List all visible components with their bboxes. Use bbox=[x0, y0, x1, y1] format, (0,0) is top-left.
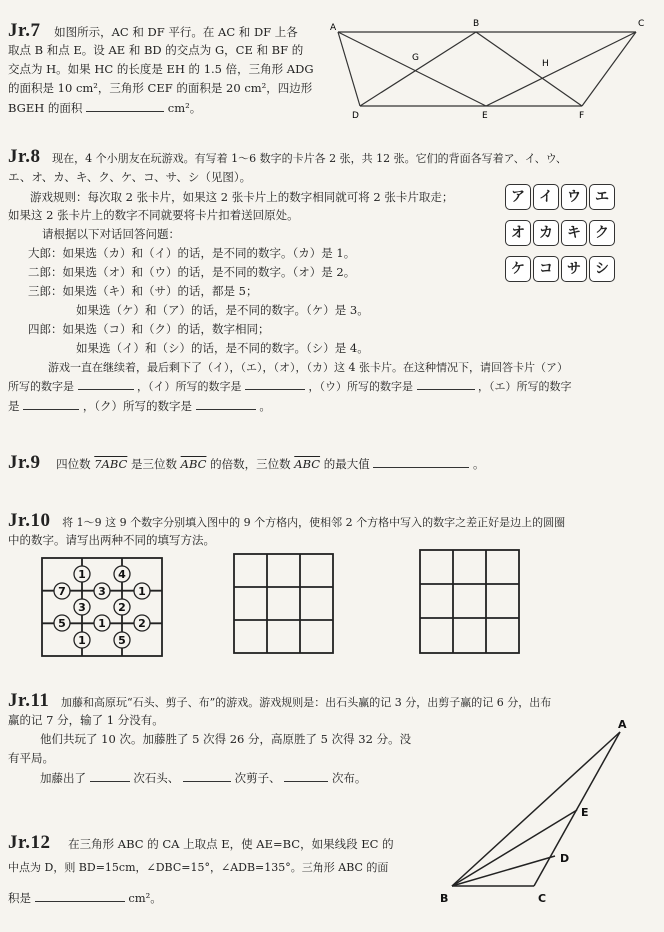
problem-text: 交点为 H。如果 HC 的长度是 EH 的 1.5 倍，三角形 ADG bbox=[8, 62, 314, 76]
card-ko: コ bbox=[533, 256, 559, 282]
dialogue-line: 四郎：如果选（コ）和（ク）的话，数字相同； bbox=[28, 322, 270, 336]
card-grid bbox=[505, 184, 615, 282]
point-label: B bbox=[473, 19, 480, 29]
point-label: F bbox=[579, 111, 585, 121]
problem-label: Jr.12 bbox=[8, 832, 51, 853]
problem-text: 如图所示，AC 和 DF 平行。在 AC 和 DF 上各 bbox=[54, 25, 298, 39]
answer-blank[interactable] bbox=[35, 889, 125, 902]
difference-circle: 3 bbox=[78, 601, 86, 614]
card-ki: キ bbox=[561, 220, 587, 246]
answer-blank[interactable] bbox=[284, 769, 328, 782]
answer-blank[interactable] bbox=[183, 769, 231, 782]
problem-text: 的倍数，三位数 bbox=[210, 457, 291, 471]
problem-text: エ、オ、カ、キ、ク、ケ、コ、サ、シ（见图）。 bbox=[8, 170, 252, 184]
problem-text: 取点 B 和点 E。设 AE 和 BD 的交点为 G，CE 和 BF 的 bbox=[8, 43, 304, 57]
problem-label: Jr.11 bbox=[8, 690, 50, 711]
problem-text: 次剪子、 bbox=[234, 771, 281, 785]
jr7-figure bbox=[326, 14, 660, 126]
card-shi: シ bbox=[589, 256, 615, 282]
problem-text: 游戏一直在继续着，最后剩下了（イ），（エ），（オ），（カ）这 4 张卡片。在这种情况下，请回答卡片（ア） bbox=[48, 361, 568, 374]
number-abc: $\overline{ABC}$ bbox=[294, 457, 321, 471]
point-label: D bbox=[560, 852, 570, 865]
problem-text: 加藤出了 bbox=[40, 771, 86, 785]
answer-blank[interactable] bbox=[196, 397, 256, 410]
answer-blank[interactable] bbox=[245, 377, 305, 390]
answer-blank[interactable] bbox=[417, 377, 475, 390]
answer-blank[interactable] bbox=[86, 99, 164, 112]
card-ke: ケ bbox=[505, 256, 531, 282]
answer-blank[interactable] bbox=[23, 397, 79, 410]
problem-text: ，（ウ）所写的数字是 bbox=[308, 380, 413, 393]
problem-jr9 bbox=[8, 446, 485, 479]
point-label: C bbox=[538, 892, 547, 905]
difference-circle: 1 bbox=[78, 634, 86, 647]
problem-text: ，（ク）所写的数字是 bbox=[82, 399, 193, 413]
dialogue-line: 大郎：如果选（カ）和（イ）的话，是不同的数字。（カ）是 1。 bbox=[28, 246, 356, 260]
dialogue-line: 如果选（イ）和（シ）的话，是不同的数字。（シ）是 4。 bbox=[76, 341, 369, 355]
dialogue-line: 如果选（ケ）和（ア）的话，是不同的数字。（ケ）是 3。 bbox=[76, 303, 369, 317]
problem-text: 他们共玩了 10 次。加藤胜了 5 次得 26 分，高原胜了 5 次得 32 分。没 bbox=[40, 732, 412, 746]
difference-circle: 2 bbox=[118, 601, 126, 614]
problem-text: 赢的记 7 分，输了 1 分没有。 bbox=[8, 713, 164, 727]
point-label: A bbox=[330, 23, 337, 33]
difference-circle: 5 bbox=[58, 617, 66, 630]
problem-text: 积是 bbox=[8, 891, 31, 905]
card-e: エ bbox=[589, 184, 615, 210]
difference-circle: 4 bbox=[118, 568, 126, 581]
problem-text: 如果这 2 张卡片上的数字不同就要将卡片扣着送回原处。 bbox=[8, 208, 299, 222]
problem-text: 现在，4 个小朋友在玩游戏。有写着 1～6 数字的卡片各 2 张，共 12 张。它们的背面各写着ア、イ、ウ、 bbox=[52, 152, 567, 165]
difference-circle: 1 bbox=[138, 585, 146, 598]
point-label: E bbox=[482, 111, 488, 121]
problem-label: Jr.10 bbox=[8, 510, 51, 531]
difference-circle: 2 bbox=[138, 617, 146, 630]
problem-text: 四位数 bbox=[56, 457, 91, 471]
point-label: D bbox=[352, 111, 359, 121]
problem-text: 加藤和高原玩“石头、剪子、布”的游戏。游戏规则是：出石头赢的记 3 分，出剪子赢的记 6 分，出布 bbox=[61, 696, 552, 709]
problem-text: 是三位数 bbox=[131, 457, 178, 471]
jr12-figure bbox=[438, 716, 638, 906]
problem-text: 在三角形 ABC 的 CA 上取点 E，使 AE=BC，如果线段 EC 的 bbox=[68, 837, 394, 851]
answer-blank[interactable] bbox=[90, 769, 130, 782]
problem-text: 中的数字。请写出两种不同的填写方法。 bbox=[8, 533, 215, 547]
number-abc: $\overline{ABC}$ bbox=[180, 457, 207, 471]
problem-text: 将 1～9 这 9 个数字分别填入图中的 9 个方格内，使相邻 2 个方格中写入的数字之差正好是边上的圆圈 bbox=[62, 516, 566, 529]
problem-text: BGEH 的面积 bbox=[8, 101, 83, 115]
point-label: G bbox=[412, 53, 419, 63]
card-u: ウ bbox=[561, 184, 587, 210]
answer-blank[interactable] bbox=[78, 377, 134, 390]
card-sa: サ bbox=[561, 256, 587, 282]
answer-blank[interactable] bbox=[373, 455, 469, 468]
problem-text: ，（エ）所写的数字 bbox=[478, 380, 572, 393]
jr10-answer-grid-1[interactable] bbox=[232, 552, 336, 656]
problem-text: 次布。 bbox=[331, 771, 367, 785]
dialogue-line: 三郎：如果选（キ）和（サ）的话，都是 5； bbox=[28, 284, 258, 298]
problem-text: 中点为 D，则 BD=15cm，∠DBC=15°，∠ADB=135°。三角形 ABC 的面 bbox=[8, 861, 389, 874]
problem-text: 。 bbox=[259, 399, 271, 413]
problem-text: 次石头、 bbox=[133, 771, 180, 785]
problem-label: Jr.7 bbox=[8, 20, 41, 41]
difference-circle: 7 bbox=[58, 585, 66, 598]
problem-text: cm²。 bbox=[167, 101, 202, 115]
problem-text: 请根据以下对话回答问题： bbox=[42, 227, 180, 241]
card-a: ア bbox=[505, 184, 531, 210]
card-ku: ク bbox=[589, 220, 615, 246]
problem-text: 有平局。 bbox=[8, 751, 54, 765]
problem-label: Jr.8 bbox=[8, 146, 41, 167]
problem-text: 是 bbox=[8, 399, 20, 413]
difference-circle: 3 bbox=[98, 585, 106, 598]
problem-text: ，（イ）所写的数字是 bbox=[137, 380, 242, 393]
number-7abc: 7ABC bbox=[94, 457, 128, 471]
jr10-answer-grid-2[interactable] bbox=[418, 548, 522, 656]
problem-text: 的面积是 10 cm²，三角形 CEF 的面积是 20 cm²，四边形 bbox=[8, 81, 313, 95]
point-label: A bbox=[618, 718, 627, 731]
difference-circle: 5 bbox=[118, 634, 126, 647]
jr10-example-grid bbox=[40, 556, 166, 660]
card-i: イ bbox=[533, 184, 559, 210]
problem-text: 。 bbox=[473, 457, 485, 471]
point-label: B bbox=[440, 892, 449, 905]
difference-circle: 1 bbox=[78, 568, 86, 581]
problem-label: Jr.9 bbox=[8, 452, 41, 473]
card-ka: カ bbox=[533, 220, 559, 246]
dialogue-line: 二郎：如果选（オ）和（ウ）的话，是不同的数字。（オ）是 2。 bbox=[28, 265, 356, 279]
point-label: H bbox=[542, 59, 549, 69]
problem-text: 所写的数字是 bbox=[8, 380, 74, 393]
point-label: E bbox=[581, 806, 589, 819]
problem-text: 的最大值 bbox=[323, 457, 370, 471]
problem-text: 游戏规则：每次取 2 张卡片，如果这 2 张卡片上的数字相同就可将 2 张卡片取走； bbox=[30, 190, 454, 204]
problem-text: cm²。 bbox=[128, 891, 162, 905]
card-o: オ bbox=[505, 220, 531, 246]
point-label: C bbox=[638, 19, 645, 29]
difference-circle: 1 bbox=[98, 617, 106, 630]
